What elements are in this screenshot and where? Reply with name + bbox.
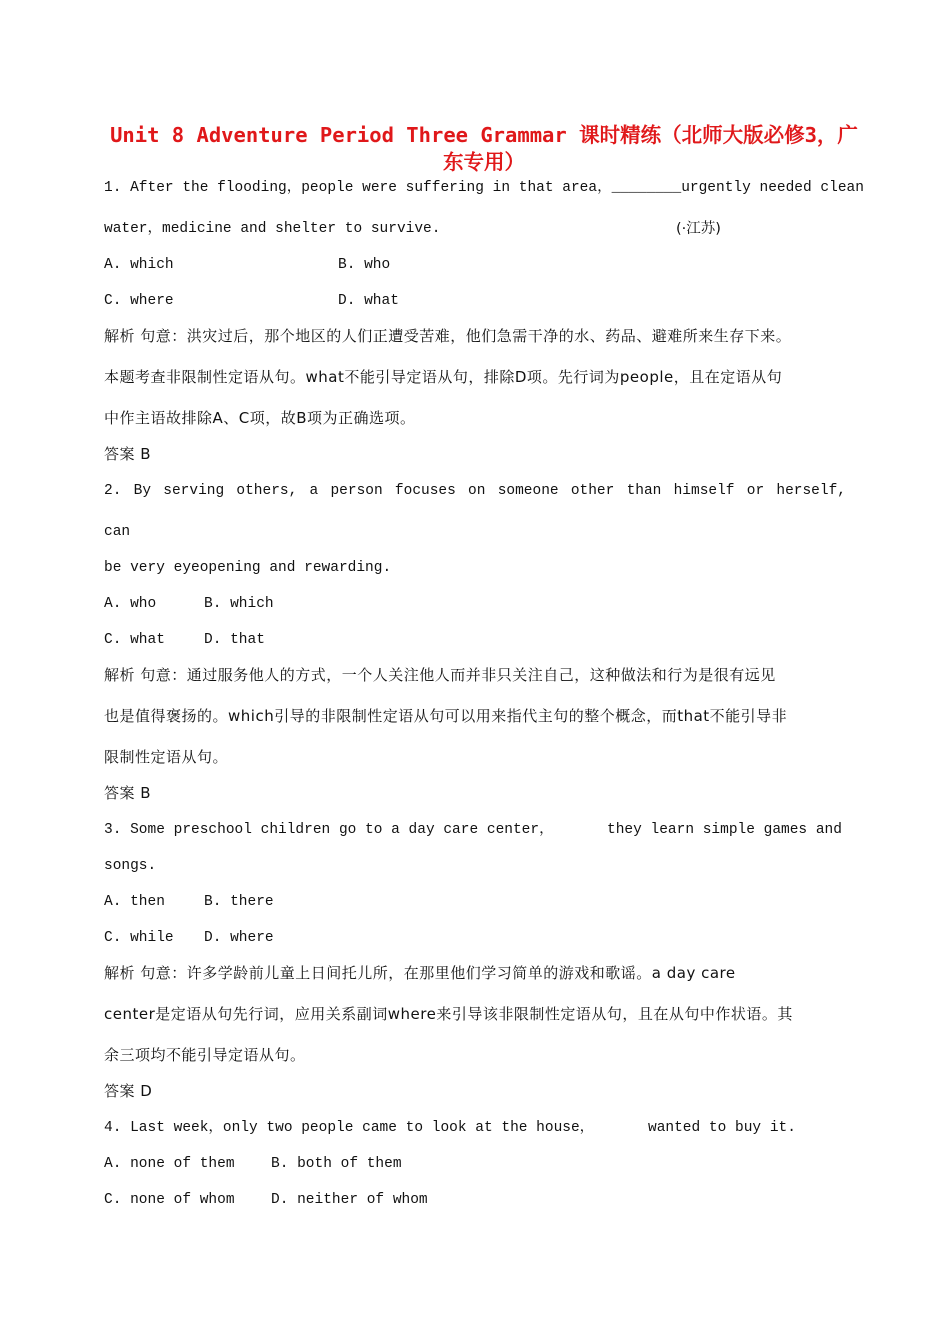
q1-answer: 答案 B — [104, 445, 152, 463]
q2-explanation-line-1: 解析 句意：通过服务他人的方式，一个人关注他人而并非只关注自己，这种做法和行为是很有远见 — [104, 666, 776, 684]
q1-source: (·江苏) — [676, 221, 721, 237]
q3-option-b: B. there — [204, 894, 274, 910]
q4-option-b: B. both of them — [271, 1156, 402, 1172]
q4-option-c: C. none of whom — [104, 1192, 235, 1208]
q2-stem-line-2: can — [104, 524, 131, 540]
q1-explanation-line-3: 中作主语故排除A、C项，故B项为正确选项。 — [104, 409, 416, 427]
q3-stem-line-1a: 3. Some preschool children go to a day care center， — [104, 822, 554, 838]
q2-explanation-line-3: 限制性定语从句。 — [104, 748, 229, 766]
q4-stem-line-1b: wanted to buy it. — [648, 1120, 796, 1136]
q1-stem-line-2: water，medicine and shelter to survive. — [104, 221, 441, 237]
q3-option-d: D. where — [204, 930, 274, 946]
q2-explanation-line-2: 也是值得褒扬的。which引导的非限制性定语从句可以用来指代主句的整个概念，而that不能引导非 — [104, 707, 788, 725]
q3-stem-line-1b: they learn simple games and — [607, 822, 842, 838]
q4-option-a: A. none of them — [104, 1156, 235, 1172]
q2-option-b: B. which — [204, 596, 274, 612]
q3-stem-line-2: songs. — [104, 858, 157, 874]
q2-option-a: A. who — [104, 596, 157, 612]
q2-answer: 答案 B — [104, 784, 152, 802]
q2-stem-line-1: 2. By serving others, a person focuses on someone other than himself or herself, — [104, 483, 846, 499]
q4-option-d: D. neither of whom — [271, 1192, 428, 1208]
q1-explanation-line-2: 本题考查非限制性定语从句。what不能引导定语从句，排除D项。先行词为people，且在定语从句 — [104, 368, 783, 386]
title-line-2: 东专用） — [443, 150, 525, 174]
q1-option-a: A. which — [104, 257, 174, 273]
q3-explanation-line-2: center是定语从句先行词，应用关系副词where来引导该非限制性定语从句，且在从句中作状语。其 — [104, 1005, 793, 1023]
q1-option-b: B. who — [338, 257, 391, 273]
title-line-1: Unit 8 Adventure Period Three Grammar 课时精练（北师大版必修3，广 — [110, 123, 858, 147]
q1-option-d: D. what — [338, 293, 399, 309]
q3-option-c: C. while — [104, 930, 174, 946]
q2-stem-line-3: be very eyeopening and rewarding. — [104, 560, 392, 576]
q1-explanation-line-1: 解析 句意：洪灾过后，那个地区的人们正遭受苦难，他们急需干净的水、药品、避难所来生存下来。 — [104, 327, 792, 345]
q2-option-d: D. that — [204, 632, 265, 648]
q3-explanation-line-1: 解析 句意：许多学龄前儿童上日间托儿所，在那里他们学习简单的游戏和歌谣。a day care — [104, 964, 736, 982]
q2-option-c: C. what — [104, 632, 165, 648]
q1-stem-line-1: 1. After the flooding，people were suffering in that area，________urgently needed clean — [104, 180, 864, 196]
q3-explanation-line-3: 余三项均不能引导定语从句。 — [104, 1046, 306, 1064]
document-title — [104, 122, 864, 176]
q4-stem-line-1a: 4. Last week，only two people came to look at the house， — [104, 1120, 595, 1136]
q3-option-a: A. then — [104, 894, 165, 910]
q1-option-c: C. where — [104, 293, 174, 309]
q3-answer: 答案 D — [104, 1082, 153, 1100]
